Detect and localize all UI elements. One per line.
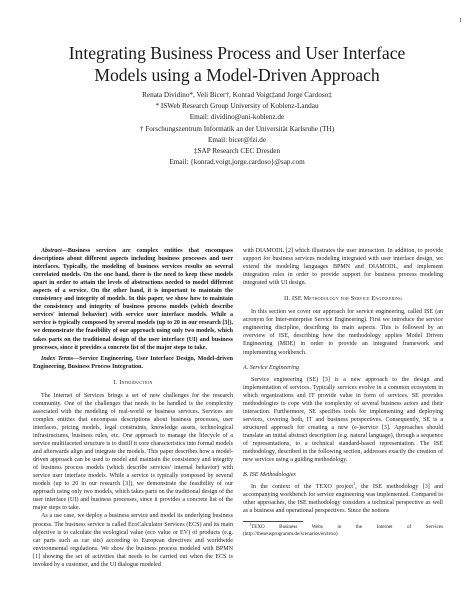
subsection-b-paragraph-1 — [243, 483, 443, 515]
page-number: 1 — [459, 18, 462, 24]
abstract — [33, 247, 233, 352]
email-1: Email: dividino@uni-koblenz.de — [189, 113, 285, 122]
email-2: Email: bicer@fzi.de — [207, 135, 267, 144]
abstract-text: —Business services are complex entities that encompass descriptions about different aspects including business processes and user interfaces. Typically, the modeling of business services results on several correlated models. On the one hand, there is the need to keep these models apart in order to attain the levels of abstractions needed to model different aspects of a service. On the other hand, it is important to maintain the consistency and integrity of models. In this paper, we show how to maintain the consistency and integrity of business process models (which describe services' internal behavior) with service user interface models. While a service is typically composed by several models (up to 20 in our research [3]), we demonstrate the feasibility of our approach using only two models, which takes parts on the traditional design of the user interface (UI) and business processes, since it provides a concrete list of the major steps to take. — [33, 248, 233, 351]
subsection-b-text-a: In the context of the TEXO project — [251, 484, 354, 491]
right-column — [243, 247, 443, 537]
paper-title — [0, 42, 474, 86]
index-terms — [33, 355, 233, 371]
section-1-paragraph-1: The Internet of Services brings a set of new challenges for the research community. One of the challenges that needs to be handled is the complexity associated with the modeling of real-world or business services. Services are complex entities that encompass descriptions about business processes, user interfaces, pricing models, legal constraints, knowledge assets, technological infrastructures, business rules, etc. One approach to manage the lifecycle of a service multifaceted structure is to distill it core characteristics into formal models and afterwards align and integrate the models. This paper describes how a model-driven approach can be used to model and maintain the consistency and integrity of business process models (which describe services' internal behavior) with service user interface models. While a service is typically composed by several models (up to 20 in our research [3]), we demonstrate the feasibility of our approach using only two models, which takes parts on the traditional design of the user interface (UI) and business processes, since it provides a concrete list of the major steps to take. — [33, 392, 233, 512]
footnote-ref: 1 — [353, 481, 356, 487]
left-column — [33, 247, 233, 569]
subsection-b-title: B. ISE Methodologies — [243, 472, 296, 479]
paper-title-line-2: Models using a Model-Driven Approach — [94, 65, 380, 85]
footnote-divider — [243, 521, 303, 522]
section-1-title: I. Introduction — [113, 378, 153, 386]
affiliation-2: † Forschungszentrum Informatik an der Universität Karlsruhe (TH) — [139, 124, 335, 133]
section-1-paragraph-2: As a use case, we deploy a business service and model its underlying business process. The business service is called EcoCalculator Services (ECS) and its main objective is to calculate the ecological value (eco value or EV) of products (e.g. car parts such as car sits) according to European directives and worldwide environmental regulations. We show the business process modeled with BPMN [1] showing the set of activities that needs to be carried out when the ECS is invoked by a customer, and the UI dialogue modeled — [33, 513, 233, 568]
footnote-text: TEXO Business Webs in the Internet of Services (http://theseusprogramm.de/scenarios/en/texo) — [243, 523, 443, 537]
index-terms-text: —Service Engineering, User Interface Design, Model-driven Engineering, Business Process Integration. — [33, 355, 233, 370]
index-terms-lead: Index Terms — [41, 355, 74, 362]
subsection-a-paragraph-1: Service engineering (SE) [3] is a new approach to the design and implementation of services. Typically services evolve in a common ecosystem in which organizations and IT provide value in form of services. SE provides methodologies to cope with the complexity of several business actors and their interaction. Furthermore, SE specifies tools for implementing and deploying services, covering both, IT and business perspectives. Consequently, SE is a structured approach for creating a new (e-)service [3]. Approaches should translate an initial abstract description (e.g. natural language), through a sequence of representations, to a technical standard-based representation. The ISE methodology, described in the following section, addresses exactly the creation of new services using a guiding methodology. — [243, 376, 443, 464]
affiliation-3: ‡SAP Research CEC Dresden — [193, 147, 281, 156]
subsection-b-text-b: , the ISE methodology [3] and accompanying workbench for service engineering was implemented. Compared to other approaches, the ISE methodology considers a technical perspective as well as a business and operational perspectives. Since the notions — [243, 484, 443, 515]
section-2-paragraph-1: In this section we cover our approach for service engineering, called ISE (an acronym for Inter-enterprise Service Engineering). First we introduce the service engineering discipline, describing its main aspects. This is followed by an overview of ISE, describing how the methodology applies Model Driven Engineering (MDE) in order to provide an integrated framework and implementing workbench. — [243, 309, 443, 356]
affiliation-1: * ISWeb Research Group University of Koblenz-Landau — [155, 102, 319, 111]
author-names: Renata Dividino*, Veli Bicer†, Konrad Voigt‡and Jorge Cardoso‡ — [142, 91, 332, 99]
paper-title-line-1: Integrating Business Process and User Interface — [68, 43, 406, 63]
author-block — [0, 90, 474, 168]
abstract-lead: Abstract — [41, 248, 62, 254]
footnote-mark: 1 — [249, 521, 252, 527]
subsection-a-title: A. Service Engineering — [243, 364, 299, 371]
email-3: Email: {konrad.voigt,jorge.cardoso}@sap.com — [169, 158, 305, 167]
footnote — [243, 521, 443, 537]
continued-paragraph: with DIAMODL [2] which illustrates the user interaction. In addition, to provide support for business services modeling integrated with user interface design, we extend the modeling languages BPMN and DIAMODL, and implement integration rules in order to provide support for business process modeling integrated with UI design. — [243, 248, 443, 287]
section-2-title: II. ISE Methodology for Service Engineering — [283, 295, 403, 303]
